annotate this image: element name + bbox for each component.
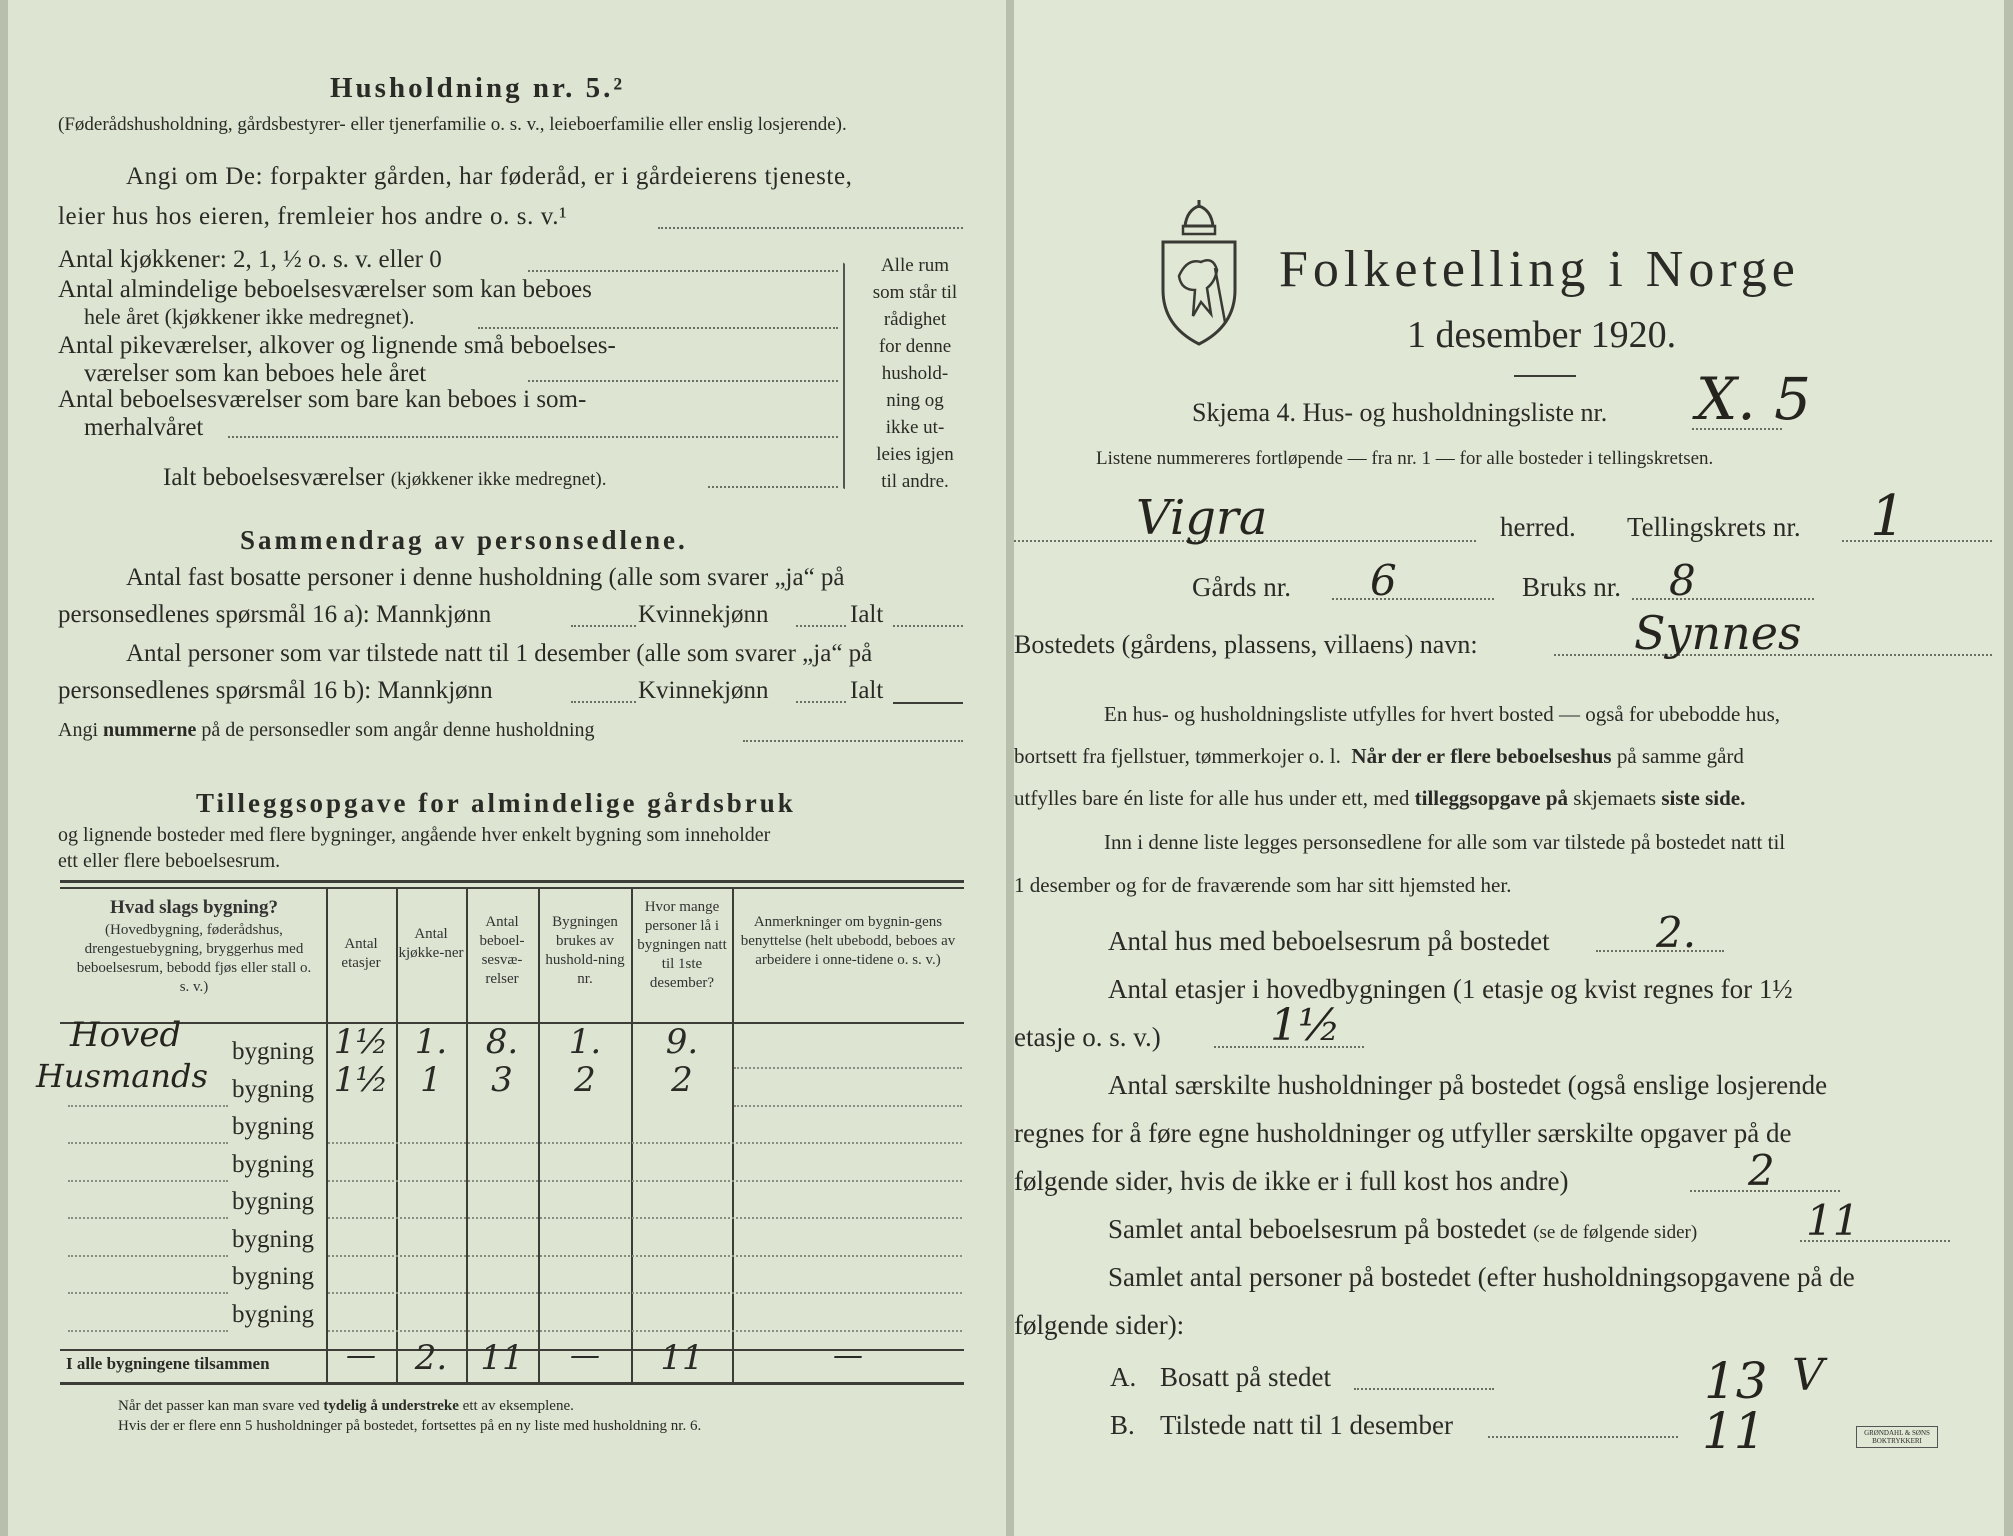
ordinary-rooms-label-2: hele året (kjøkkener ikke medregnet).	[84, 304, 415, 329]
krets-value: 1	[1870, 484, 1906, 549]
present-label: Tilstede natt til 1 desember	[1160, 1410, 1453, 1440]
building-name: Hoved	[70, 1015, 182, 1055]
supplement-text-1: og lignende bosteder med flere bygninger, angående hver enkelt bygning som inneholder	[58, 824, 771, 846]
left-page	[8, 0, 1006, 1536]
persons-line1: Samlet antal personer på bostedet (efter husholdningsopgavene på de	[1108, 1262, 1855, 1292]
supplement-heading: Tilleggsopgave for almindelige gårdsbruk	[196, 788, 796, 818]
summary-p2-female: Kvinnekjønn	[638, 677, 769, 704]
herred-value: Vigra	[1136, 490, 1268, 546]
building-name: Husmands	[36, 1057, 208, 1095]
households-line1: Antal særskilte husholdninger på bostedet (også enslige losjerende	[1108, 1070, 1828, 1100]
summary-p1-female: Kvinnekjønn	[638, 601, 769, 628]
gards-label: Gårds nr.	[1192, 572, 1291, 602]
resident-label: Bosatt på stedet	[1160, 1362, 1331, 1392]
summer-rooms-label: Antal beboelsesværelser som bare kan beboes i som-	[58, 386, 587, 413]
cell-household: 1.	[568, 1022, 602, 1062]
present-value: 11	[1702, 1402, 1766, 1460]
schema-label: Skjema 4. Hus- og husholdningsliste nr.	[1192, 398, 1608, 427]
info1-line3: utfylles bare én liste for alle hus under ett, med tilleggsopgave på skjemaets siste side.	[1014, 786, 1746, 810]
summary-p2-line2: personsedlenes spørsmål 16 b): Mannkjønn	[58, 677, 493, 704]
norway-coat-of-arms-icon	[1157, 198, 1241, 348]
summary-p1-line1: Antal fast bosatte personer i denne husholdning (alle som svarer „ja“ på	[126, 564, 845, 591]
main-title: Folketelling i Norge	[1279, 241, 1800, 298]
row-suffix: bygning	[232, 1188, 314, 1215]
info1-line1: En hus- og husholdningsliste utfylles for hvert bosted — også for ubebodde hus,	[1104, 702, 1780, 726]
gards-value: 6	[1370, 556, 1397, 605]
total-kitchens: 2.	[414, 1338, 448, 1378]
floors-value: 1½	[1270, 1000, 1341, 1051]
summary-numbers: Angi nummerne på de personsedler som angår denne husholdning	[58, 719, 595, 741]
summary-p1-total: Ialt	[850, 601, 884, 628]
bosted-value: Synnes	[1634, 606, 1802, 660]
census-date: 1 desember 1920.	[1407, 314, 1677, 356]
bruks-label: Bruks nr.	[1522, 572, 1622, 602]
col-floors-header: Antal etasjer	[341, 936, 381, 971]
cell-floors: 1½	[333, 1060, 389, 1100]
rooms-total-label: Samlet antal beboelsesrum på bostedet (se de følgende sider)	[1108, 1214, 1698, 1244]
kitchens-label: Antal kjøkkener: 2, 1, ½ o. s. v. eller 0	[58, 246, 442, 273]
row-suffix: bygning	[232, 1263, 314, 1290]
total-rooms-label: Ialt beboelsesværelser (kjøkkener ikke medregnet).	[163, 464, 607, 491]
summary-p2-line1: Antal personer som var tilstede natt til 1 desember (alle som svarer „ja“ på	[126, 640, 873, 667]
maid-rooms-label-2: værelser som kan beboes hele året	[84, 360, 427, 387]
total-persons: 11	[660, 1338, 704, 1378]
houses-label: Antal hus med beboelsesrum på bostedet	[1108, 926, 1550, 956]
total-household: —	[570, 1338, 600, 1373]
households-value: 2	[1748, 1146, 1775, 1195]
cell-kitchens: 1	[420, 1060, 442, 1100]
row-suffix: bygning	[232, 1113, 314, 1140]
bruks-value: 8	[1669, 556, 1696, 605]
resident-letter: A.	[1110, 1362, 1137, 1392]
summary-heading: Sammendrag av personsedlene.	[240, 525, 688, 555]
ordinary-rooms-label: Antal almindelige beboelsesværelser som kan beboes	[58, 276, 592, 303]
household-title: Husholdning nr. 5.²	[330, 72, 626, 104]
households-line3: følgende sider, hvis de ikke er i full kost hos andre)	[1014, 1166, 1569, 1196]
total-row-label: I alle bygningene tilsammen	[66, 1354, 270, 1373]
row-suffix: bygning	[232, 1038, 314, 1065]
info1-line2: bortsett fra fjellstuer, tømmerkojer o. l. Når der er flere beboelseshus på samme gård	[1014, 744, 1744, 768]
printer-mark: GRØNDAHL & SØNS BOKTRYKKERI	[1856, 1426, 1938, 1448]
total-rooms: 11	[480, 1338, 524, 1378]
check-mark: V	[1792, 1350, 1824, 1401]
footnote-1: Når det passer kan man svare ved tydelig å understreke ett av eksemplene.	[118, 1398, 574, 1414]
schema-value: X. 5	[1696, 365, 1812, 433]
cell-household: 2	[574, 1060, 596, 1100]
cell-floors: 1½	[333, 1022, 389, 1062]
summary-p1-line2: personsedlenes spørsmål 16 a): Mannkjønn	[58, 601, 492, 628]
persons-line2: følgende sider):	[1014, 1310, 1185, 1340]
rooms-total-value: 11	[1806, 1196, 1860, 1245]
household-intro-note: (Føderådshusholdning, gårdsbestyrer- eller tjenerfamilie o. s. v., leieboerfamilie eller enslig losjerende).	[58, 114, 847, 135]
cell-persons: 2	[671, 1060, 693, 1100]
row-suffix: bygning	[232, 1226, 314, 1253]
info2-line1: Inn i denne liste legges personsedlene for alle som var tilstede på bostedet natt til	[1104, 830, 1786, 854]
herred-label: herred.	[1500, 512, 1576, 542]
household-intro-line1: Angi om De: forpakter gården, har føderåd, er i gårdeierens tjeneste,	[126, 163, 853, 190]
cell-rooms: 8.	[485, 1022, 519, 1062]
col-household-header: Bygningen brukes av hushold-ning nr.	[545, 914, 625, 987]
floors-line2: etasje o. s. v.)	[1014, 1022, 1161, 1052]
side-note: Alle rum som står til rådighet for denne hushold- ning og ikke ut- leies igjen til andre.	[872, 255, 958, 492]
households-line2: regnes for å føre egne husholdninger og utfyller særskilte opgaver på de	[1014, 1118, 1792, 1148]
cell-rooms: 3	[491, 1060, 513, 1100]
summary-p2-total: Ialt	[850, 677, 884, 704]
total-floors: —	[346, 1338, 376, 1373]
summer-rooms-label-2: merhalvåret	[84, 414, 204, 441]
col-rooms-header: Antal beboel-sesvæ-relser	[479, 914, 525, 987]
krets-label: Tellingskrets nr.	[1627, 512, 1801, 542]
supplement-text-2: ett eller flere beboelsesrum.	[58, 850, 281, 872]
row-suffix: bygning	[232, 1076, 314, 1103]
cell-kitchens: 1.	[414, 1022, 448, 1062]
col-persons-header: Hvor mange personer lå i bygningen natt til 1ste desember?	[637, 899, 727, 991]
houses-value: 2.	[1656, 908, 1697, 957]
numbering-note: Listene nummereres fortløpende — fra nr. 1 — for alle bosteder i tellingskretsen.	[1096, 448, 1714, 469]
cell-persons: 9.	[665, 1022, 699, 1062]
col-remarks-header: Anmerkninger om bygnin-gens benyttelse (helt ubebodd, beboes av arbeidere i onne-tidene o. s. v.)	[740, 914, 956, 968]
resident-value: 13	[1704, 1352, 1768, 1410]
footnote-2: Hvis der er flere enn 5 husholdninger på bostedet, fortsettes på en ny liste med husholdning nr. 6.	[118, 1418, 702, 1434]
household-intro-line2: leier hus hos eieren, fremleier hos andre o. s. v.¹	[58, 203, 568, 230]
floors-line1: Antal etasjer i hovedbygningen (1 etasje og kvist regnes for 1½	[1108, 974, 1793, 1004]
info2-line2: 1 desember og for de fraværende som har sitt hjemsted her.	[1014, 873, 1512, 897]
row-suffix: bygning	[232, 1301, 314, 1328]
maid-rooms-label: Antal pikeværelser, alkover og lignende små beboelses-	[58, 332, 616, 359]
present-letter: B.	[1110, 1410, 1135, 1440]
total-remarks: —	[833, 1338, 863, 1373]
right-page	[1014, 0, 2004, 1536]
bosted-label: Bostedets (gårdens, plassens, villaens) navn:	[1014, 630, 1478, 659]
col-kitchens-header: Antal kjøkke-ner	[398, 926, 464, 961]
row-suffix: bygning	[232, 1151, 314, 1178]
col-building-header: Hvad slags bygning? (Hovedbygning, føderådshus, drengestuebygning, bryggerhus med beboelsesrum, bebodd fjøs eller stall o. s. v.)	[76, 897, 312, 995]
